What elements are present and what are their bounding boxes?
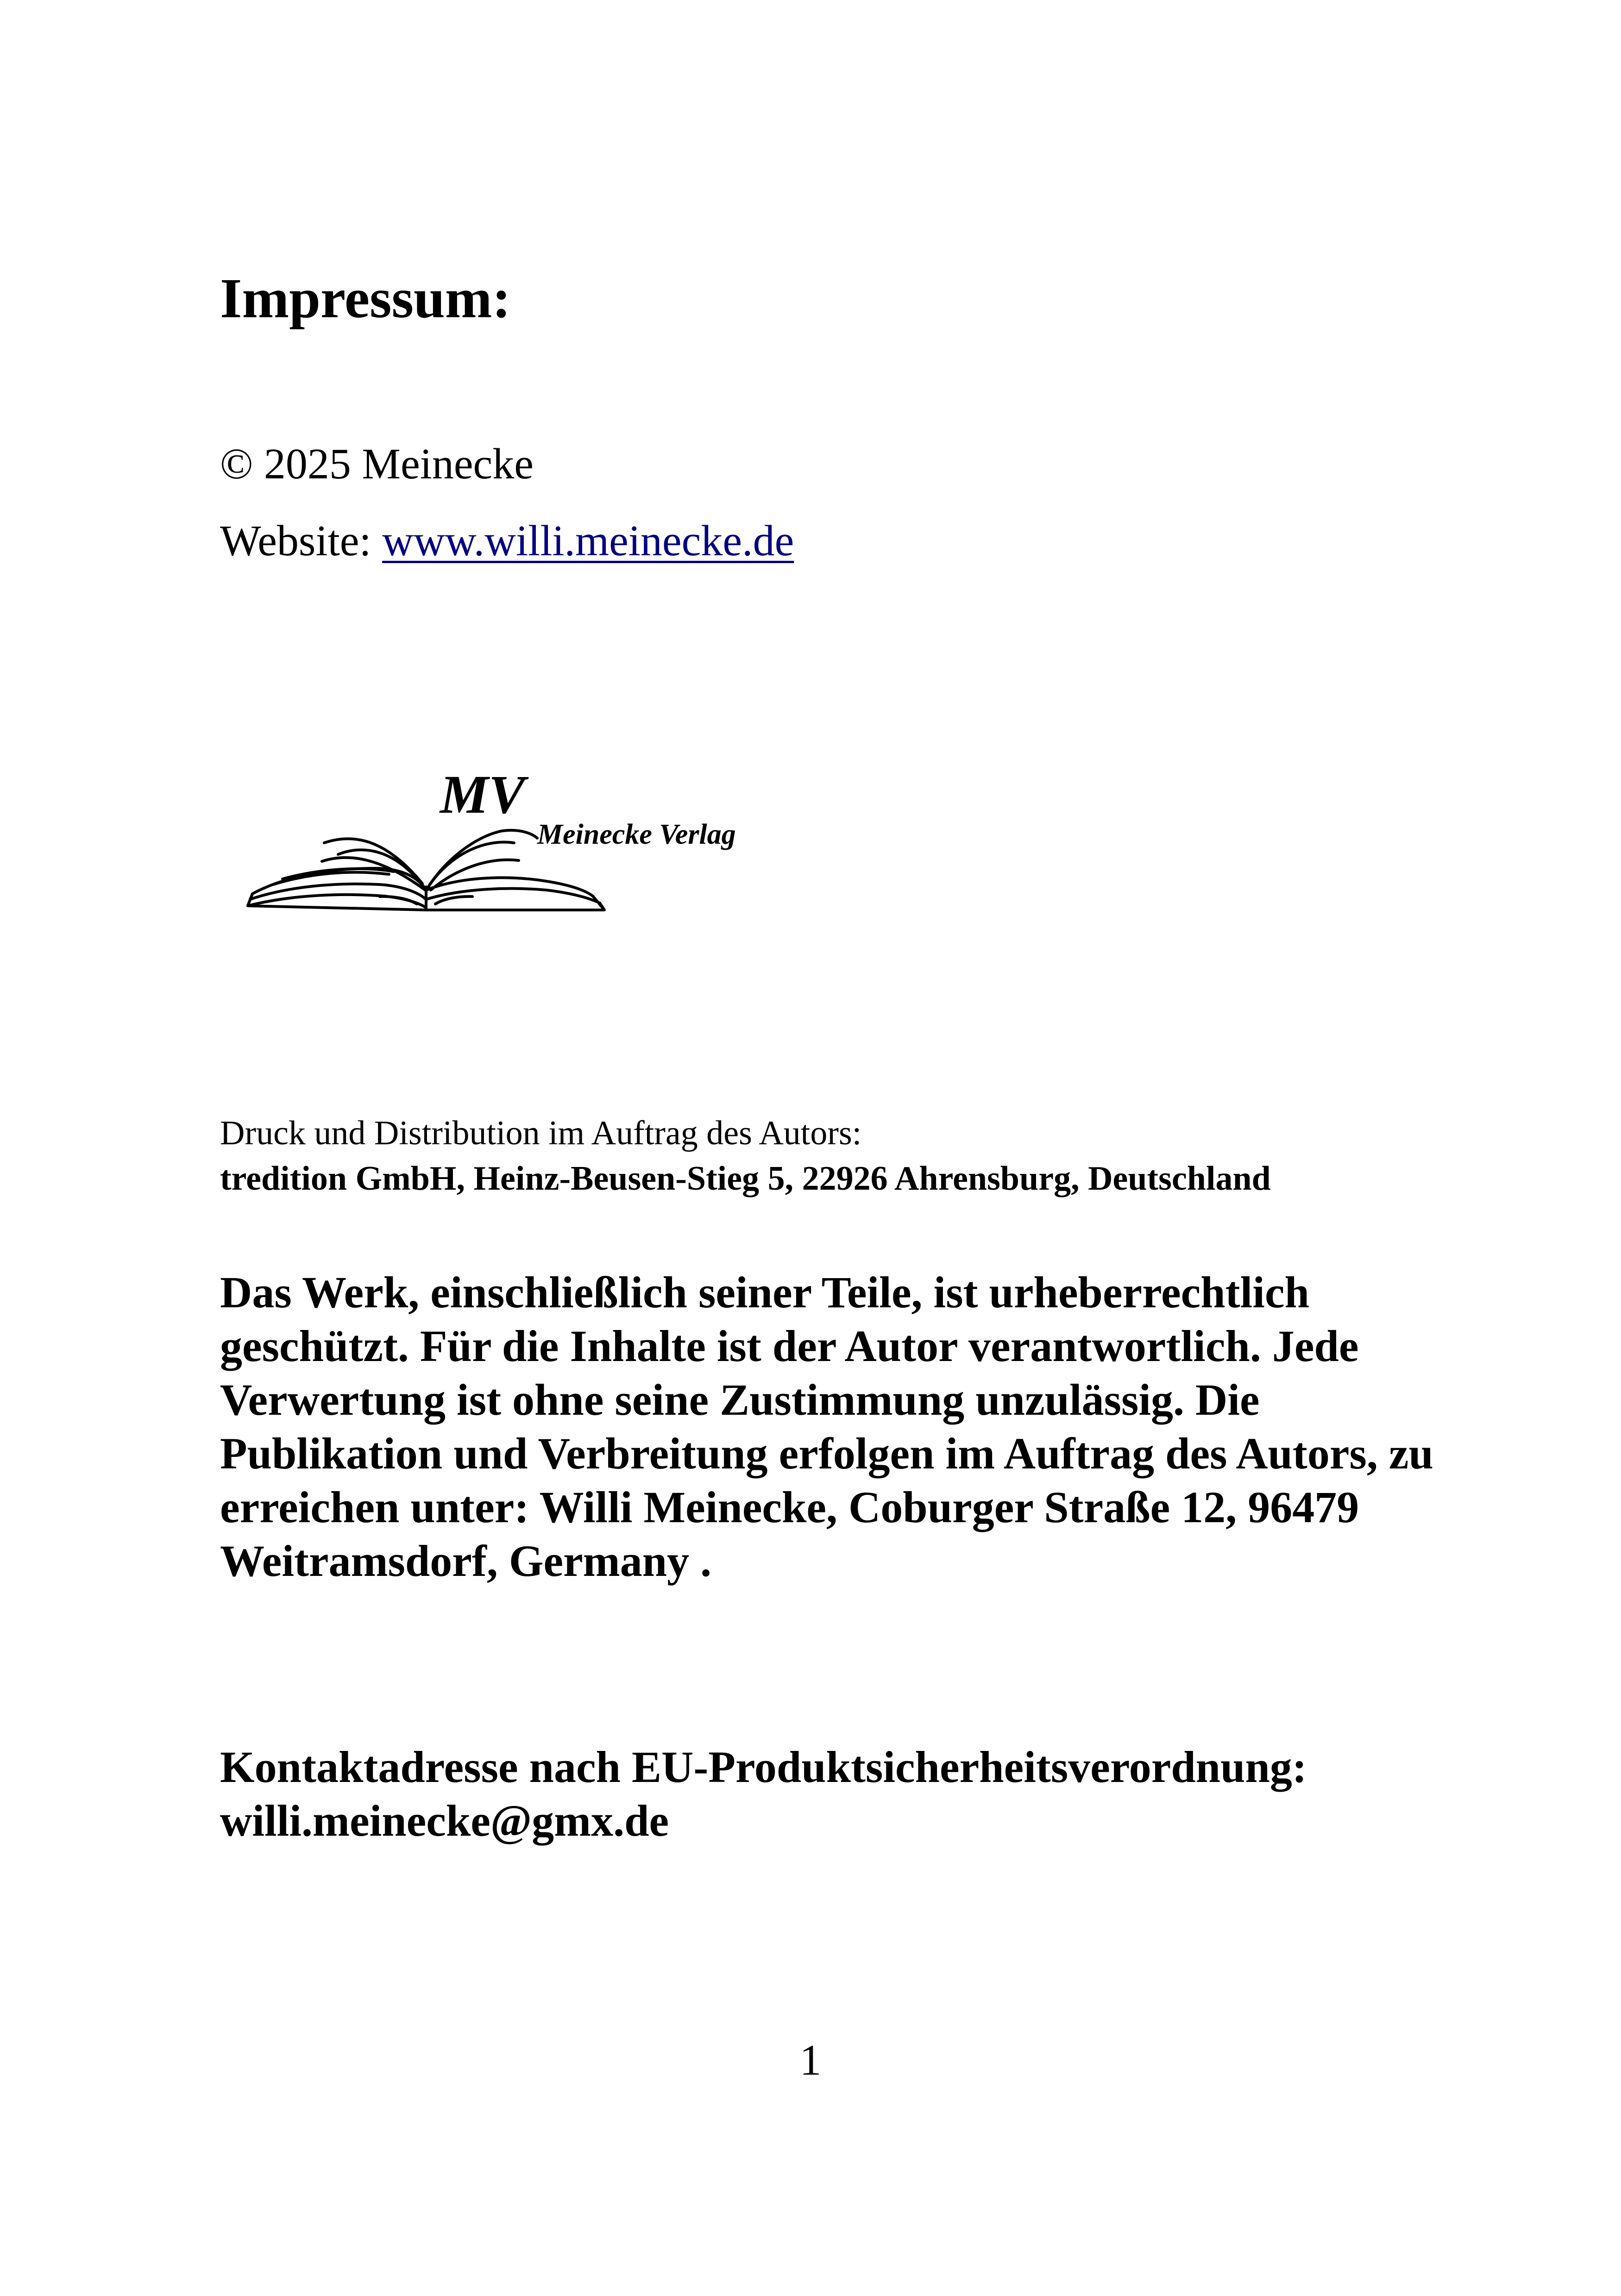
- publisher-logo: [241, 769, 824, 922]
- copyright-line: © 2025 Meinecke: [220, 440, 534, 488]
- print-distribution-label: Druck und Distribution im Auftrag des Autors:: [220, 1114, 862, 1152]
- website-line: [220, 516, 794, 566]
- logo-publisher-name: Meinecke Verlag: [537, 819, 736, 850]
- page-title: Impressum:: [220, 267, 511, 330]
- copyright-notice: Das Werk, einschließlich seiner Teile, ist urheberrechtlich geschützt. Für die Inhalte ist der Autor verantwortlich. Jede Verwertung ist ohne seine Zustimmung unzulässig. Die Publikation und Verbreitung erfolgen im Auftrag des Autors, zu erreichen unter: Willi Meinecke, Coburger Straße 12, 96479 Weitramsdorf, Germany .: [220, 1267, 1433, 1586]
- open-book-icon: [241, 769, 824, 922]
- website-link[interactable]: www.willi.meinecke.de: [382, 517, 794, 565]
- logo-monogram: MV: [440, 769, 525, 825]
- website-label: Website:: [220, 517, 383, 565]
- contact-block: [220, 1740, 1433, 1848]
- contact-email: willi.meinecke@gmx.de: [220, 1796, 669, 1845]
- contact-label: Kontaktadresse nach EU-Produktsicherheitsverordnung:: [220, 1742, 1307, 1792]
- page-number: 1: [799, 2036, 822, 2084]
- print-distribution-block: [220, 1110, 1332, 1201]
- print-distribution-company: tredition GmbH, Heinz-Beusen-Stieg 5, 22926 Ahrensburg, Deutschland: [220, 1160, 1271, 1198]
